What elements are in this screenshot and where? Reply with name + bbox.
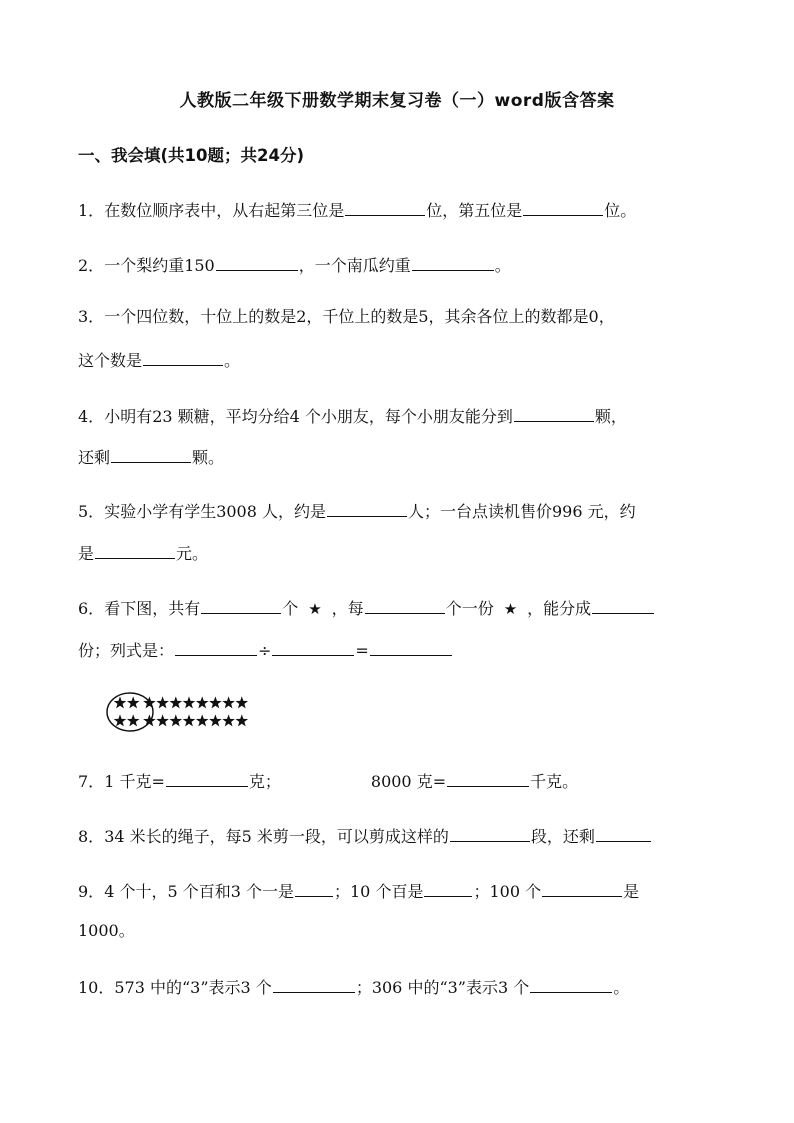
answer-blank[interactable] — [111, 446, 191, 463]
question-5 — [78, 500, 636, 522]
question-text: 1000。 — [78, 921, 135, 940]
answer-blank[interactable] — [216, 254, 298, 271]
question-text: 元。 — [176, 544, 209, 563]
question-8 — [78, 825, 652, 847]
question-text: 颗， — [594, 407, 627, 426]
question-number: 10． — [78, 978, 115, 997]
question-4 — [78, 405, 627, 427]
question-number: 5． — [78, 502, 105, 521]
question-text: ；306 中的“3”表示3 个 — [355, 978, 530, 997]
question-9-continued — [78, 921, 135, 941]
question-text: 克； — [248, 772, 281, 791]
question-number: 9． — [78, 882, 105, 901]
answer-blank[interactable] — [530, 976, 612, 993]
star-grouping-figure — [104, 690, 304, 734]
question-text: 一个梨约重150 — [104, 256, 215, 275]
question-4-continued — [78, 446, 224, 468]
answer-blank[interactable] — [596, 825, 651, 842]
question-text: 人；一台点读机售价996 元，约 — [408, 502, 636, 521]
star-icon — [183, 714, 196, 726]
question-text: 颗。 — [192, 448, 225, 467]
star-icon — [236, 696, 249, 708]
question-text: ；100 个 — [473, 882, 542, 901]
question-number: 4． — [78, 407, 105, 426]
star-icon — [196, 696, 209, 708]
divide-sign: ÷ — [258, 641, 272, 660]
star-icon — [114, 714, 127, 726]
question-text: 。 — [494, 256, 511, 275]
star-icon: ★ — [503, 600, 518, 618]
answer-blank[interactable] — [143, 349, 223, 366]
question-text: 位，第五位是 — [426, 201, 523, 220]
star-figure-svg — [104, 690, 304, 734]
section-heading: 一、我会填(共10题；共24分) — [78, 146, 305, 165]
answer-blank[interactable] — [523, 199, 603, 216]
question-text: 是 — [78, 544, 95, 563]
answer-blank[interactable] — [592, 597, 654, 614]
star-icon — [222, 696, 235, 708]
star-icon — [183, 696, 196, 708]
question-text: 个一份 — [445, 599, 494, 618]
question-1 — [78, 199, 636, 221]
answer-blank[interactable] — [201, 597, 281, 614]
question-text: ，每 — [331, 599, 364, 618]
answer-blank[interactable] — [175, 639, 257, 656]
question-text: 8000 克= — [370, 772, 447, 791]
star-icon — [209, 696, 222, 708]
question-text: 千克。 — [530, 772, 579, 791]
star-icon — [196, 714, 209, 726]
question-text: 实验小学有学生3008 人，约是 — [104, 502, 326, 521]
answer-blank[interactable] — [95, 542, 175, 559]
answer-blank[interactable] — [365, 597, 445, 614]
question-3 — [78, 307, 615, 327]
question-number: 7． — [78, 772, 105, 791]
star-icon — [156, 714, 169, 726]
answer-blank[interactable] — [514, 405, 594, 422]
question-number: 3． — [78, 307, 105, 326]
question-text: 一个四位数，十位上的数是2，千位上的数是5，其余各位上的数都是0， — [104, 307, 615, 326]
star-icon — [222, 714, 235, 726]
question-text: 4 个十，5 个百和3 个一是 — [104, 882, 294, 901]
question-text: ，一个南瓜约重 — [298, 256, 411, 275]
star-icon — [127, 696, 140, 708]
star-icon — [170, 714, 183, 726]
question-text: 在数位顺序表中，从右起第三位是 — [104, 201, 345, 220]
answer-blank[interactable] — [370, 639, 452, 656]
question-text: 份；列式是： — [78, 641, 175, 660]
star-icon: ★ — [308, 600, 322, 618]
question-3-continued — [78, 349, 240, 371]
question-text: 段，还剩 — [530, 827, 595, 846]
answer-blank[interactable] — [345, 199, 425, 216]
question-text: 34 米长的绳子，每5 米剪一段，可以剪成这样的 — [104, 827, 449, 846]
star-icon — [127, 714, 140, 726]
question-text: 是 — [623, 882, 640, 901]
question-text: 看下图，共有 — [104, 599, 201, 618]
star-icon — [236, 714, 249, 726]
question-7 — [78, 770, 578, 792]
question-text: 小明有23 颗糖，平均分给4 个小朋友，每个小朋友能分到 — [104, 407, 513, 426]
answer-blank[interactable] — [327, 500, 407, 517]
page-title: 人教版二年级下册数学期末复习卷（一）word版含答案 — [179, 91, 615, 111]
question-text: 1 千克= — [104, 772, 165, 791]
answer-blank[interactable] — [542, 880, 622, 897]
question-text: 个 — [282, 599, 299, 618]
answer-blank[interactable] — [272, 639, 354, 656]
question-number: 2． — [78, 256, 105, 275]
answer-blank[interactable] — [166, 770, 248, 787]
question-text: ，能分成 — [527, 599, 592, 618]
star-icon — [156, 696, 169, 708]
answer-blank[interactable] — [447, 770, 529, 787]
question-text: ；10 个百是 — [334, 882, 424, 901]
question-text: 位。 — [604, 201, 637, 220]
equals-sign: = — [355, 641, 369, 660]
question-6 — [78, 597, 655, 619]
question-6-continued — [78, 639, 453, 661]
question-text: 。 — [613, 978, 630, 997]
question-5-continued — [78, 542, 208, 564]
question-text: 这个数是 — [78, 351, 143, 370]
question-10 — [78, 976, 629, 998]
question-text: 。 — [224, 351, 241, 370]
star-icon — [170, 696, 183, 708]
question-number: 1． — [78, 201, 105, 220]
question-number: 8． — [78, 827, 105, 846]
question-2 — [78, 254, 511, 276]
answer-blank[interactable] — [424, 880, 472, 897]
question-9 — [78, 880, 639, 902]
question-number: 6． — [78, 599, 105, 618]
answer-blank[interactable] — [450, 825, 530, 842]
question-text: 573 中的“3”表示3 个 — [114, 978, 272, 997]
answer-blank[interactable] — [412, 254, 494, 271]
star-icon — [209, 714, 222, 726]
question-text: 还剩 — [78, 448, 111, 467]
answer-blank[interactable] — [295, 880, 333, 897]
answer-blank[interactable] — [273, 976, 355, 993]
star-icon — [114, 696, 127, 708]
star-icon — [143, 714, 156, 726]
